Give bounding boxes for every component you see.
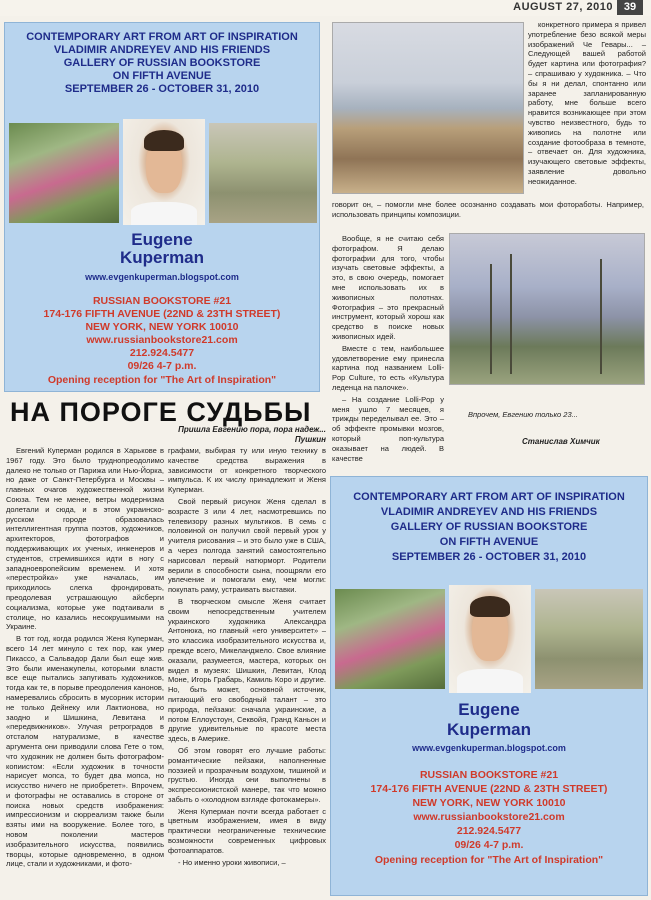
tree-trunk — [600, 259, 602, 374]
paragraph: Евгений Куперман родился в Харькове в 1967 году. Это было труднопреодолимо далеко не только от Парижа или Нью-Йорка, но даже от Санкт-Петербурга и Москвы – главных очагов художественной жизни Союза. Тем не менее, ветры модернизма долетали и сюда, и в этом украинско-русском городе образовалась интеллигентная группа поэтов, художников, архитекторов, фотографов и поддерживающих их ученых, инженеров и студентов, стремившихся идти в ногу с западноевропейским временем. И хотя «перестройка» уже началась, им приходилось слегка фрондировать, преодолевая устрашающую айсберги социализма, которые уже подтаивали в столице, но казались несокрушимыми на Украине. — [6, 446, 164, 632]
store-city: NEW YORK, NEW YORK 10010 — [412, 797, 566, 809]
issue-date: AUGUST 27, 2010 — [513, 1, 613, 13]
store-city: NEW YORK, NEW YORK 10010 — [85, 321, 239, 333]
painting-garden-thumb — [9, 123, 119, 223]
opening-reception: Opening reception for "The Art of Inspiration" — [374, 854, 604, 866]
painting-garden-thumb — [335, 589, 445, 689]
tree-trunk — [490, 264, 492, 374]
ad-line-5: SEPTEMBER 26 - OCTOBER 31, 2010 — [391, 551, 587, 563]
artist-last-name: Kuperman — [119, 248, 205, 267]
article-right-mid-lead — [332, 200, 644, 222]
article-author: Станислав Химчик — [522, 437, 600, 446]
artist-portrait — [123, 119, 205, 225]
portrait-shirt — [131, 202, 197, 225]
paragraph: говорит он, – помогли мне более осознанно создавать мои фотоработы. Например, использовать принципы композиции. — [332, 200, 644, 219]
header-strip — [0, 0, 651, 16]
store-address: 174-176 FIFTH AVENUE (22ND & 23TH STREET) — [370, 783, 608, 795]
store-address: 174-176 FIFTH AVENUE (22ND & 23TH STREET) — [43, 308, 281, 320]
painting-beach-scene — [332, 22, 524, 194]
page-number: 39 — [617, 0, 643, 15]
reception-time: 09/26 4-7 p.m. — [127, 360, 197, 372]
ad-line-2: VLADIMIR ANDREYEV AND HIS FRIENDS — [380, 506, 598, 518]
paragraph: В тот год, когда родился Женя Куперман, всего 14 лет минуло с тех пор, как умер Пикассо, а Сальвадор Дали был еще жив. Это были именажупелы, которыми власти все еще пытались запугивать художников, тогда как те, в порыве преодоления канонов, намеревались сбросить в мусорник истории не только Дейнеку или Лактионова, но заодно и Шишкина, Левитана и «передвижников». Улучая ретроградов в отсталом натурализме, в качестве аргумента они приводили слова Гете о том, что художник не должен быть фотографом-копиистом: «Если художник в точности нарисует мопса, то будет два мопса, но искусство ничего не приобретет». Впрочем, и фотографы не оставались в стороне от поиска новых средств изображения: импрессионизм и сюрреализм также были взяты ими на вооружение. Более того, в новом поколении мастеров изобразительного искусства, появились творцы, которые одновременно, в одном лице, стали и художниками, и фото- — [6, 634, 164, 869]
paragraph: Вообще, я не считаю себя фотографом. Я делаю фотографии для того, чтобы изучать световые эффекты, а это, в свою очередь, помогает мне использовать их в живописных полотнах. Фотография – это прекрасный инструмент, который хорош как средство в поиске новых живописных идей. — [332, 234, 444, 341]
artist-portrait — [449, 585, 531, 693]
ad-line-5: SEPTEMBER 26 - OCTOBER 31, 2010 — [64, 83, 260, 95]
painting-woods-thumb — [209, 123, 317, 223]
ad-line-4: ON FIFTH AVENUE — [439, 536, 539, 548]
artist-last-name: Kuperman — [446, 720, 532, 739]
article-title: НА ПОРОГЕ СУДЬБЫ — [10, 397, 312, 427]
ad-line-1: CONTEMPORARY ART FROM ART OF INSPIRATION — [353, 491, 625, 503]
paragraph: Свой первый рисунок Женя сделал в возрасте 3 или 4 лет, насмотревшись по телевизору разных мультиков. В семь с половиной он получил свой первый урок у учителя рисования – и это было уже в США, а через полгода занятий самостоятельно нарисовал первый натюрморт. Родители верили в способности сына, поощряли его увлечение и помогали ему, чем могли: покупать раму, устраивать выставки. — [168, 496, 326, 595]
paragraph: В творческом смысле Женя считает своим непосредственным учителем украинского художника Александра Антонюка, но главный «его университет» – это классика изобразительного искусства и, прежде всего, Микеланджело. Свое влияние оказали, разумеется, мастера, которых он видел в музеях: Шишкин, Левитан, Клод Моне, Игорь Грабарь, Камиль Коро и другие. Но, быть может, основной источник, питающий его свободный талант – это природа, пейзажи: сначала украинские, а потом Еллоустоун, Секвойя, Гранд Каньон и другие удивительные по красоте места здесь, в Америке. — [168, 596, 326, 744]
paragraph: – На создание Lolli-Pop у меня ушло 7 месяцев, я трижды переделывал ее. Это – об эффекте промывки мозгов, который поп-культура оказывает на людей. В качестве — [332, 394, 444, 463]
paragraph: - Но именно уроки живописи, – — [178, 857, 286, 867]
store-name: RUSSIAN BOOKSTORE #21 — [419, 769, 559, 781]
article-right-mid — [332, 234, 444, 465]
paragraph: Об этом говорят его лучшие работы: романтические пейзажи, наполненные поэзией и прозрачным воздухом, тишиной и грустью. Иногда они выполнены в экспрессионистской манере, так что можно забыть о «холодном взгляде фотокамеры». — [168, 745, 326, 804]
opening-reception: Opening reception for "The Art of Inspiration" — [47, 374, 277, 386]
tree-trunk — [510, 254, 512, 374]
article-right-top — [528, 20, 646, 189]
epigraph — [130, 425, 326, 445]
store-phone: 212.924.5477 — [129, 347, 195, 359]
portrait-hair — [470, 596, 509, 618]
store-name: RUSSIAN BOOKSTORE #21 — [92, 295, 232, 307]
paragraph: Вместе с тем, наибольшее удовлетворение ему принесла картина под названием Lolli-Pop Culture, то есть «Культура леденца на палочке». — [332, 343, 444, 392]
portrait-shirt — [457, 669, 523, 693]
ad-line-1: CONTEMPORARY ART FROM ART OF INSPIRATION — [26, 31, 298, 43]
ad-line-3: GALLERY OF RUSSIAN BOOKSTORE — [63, 57, 261, 69]
ad-line-2: VLADIMIR ANDREYEV AND HIS FRIENDS — [53, 44, 271, 56]
painting-woods-thumb — [535, 589, 643, 689]
ad-line-3: GALLERY OF RUSSIAN BOOKSTORE — [390, 521, 588, 533]
blog-link[interactable]: www.evgenkuperman.blogspot.com — [85, 272, 239, 282]
reception-time: 09/26 4-7 p.m. — [454, 839, 524, 851]
painting-caption: Впрочем, Евгению только 23... — [468, 410, 578, 419]
paragraph: Женя Куперман почти всегда работает с цветным изображением, имея в виду практически неограниченные технические возможности современных цифровых фотоаппаратов. — [168, 806, 326, 855]
article-column-left — [6, 446, 164, 894]
gallery-ad-top — [4, 22, 320, 392]
artist-first-name: Eugene — [458, 700, 520, 719]
portrait-hair — [144, 130, 183, 151]
artist-first-name: Eugene — [131, 230, 193, 249]
store-website[interactable]: www.russianbookstore21.com — [86, 334, 238, 346]
ad-line-4: ON FIFTH AVENUE — [112, 70, 212, 82]
painting-misty-woods — [449, 233, 645, 385]
blog-link[interactable]: www.evgenkuperman.blogspot.com — [412, 743, 566, 753]
paragraph: конкретного примера я привел употребление безо всякой меры изображений Че Гевары... – Следующей вашей работой будет картина или фотография? – спрашиваю у художника. – Что бы я ни делал, спонтанно или заранее запланированную работу, мне больше всего нравится возникающее при этом чувство неизвестного, будь то живопись на полотне или создание фотообраза в темноте, – отвечает он. Для художника, изучающего световые эффекты, заявление довольно неожиданное. — [528, 20, 646, 186]
paragraph: графами, выбирая ту или иную технику в качестве средства выражения в зависимости от конкретного творческого импульса. К их числу принадлежит и Женя Куперман. — [168, 446, 326, 495]
epigraph-text: Пришла Евгению пора, пора надеж... — [178, 425, 326, 434]
gallery-ad-bottom — [330, 476, 648, 896]
store-website[interactable]: www.russianbookstore21.com — [413, 811, 565, 823]
epigraph-author: Пушкин — [294, 435, 326, 444]
store-phone: 212.924.5477 — [456, 825, 522, 837]
article-column-middle — [168, 446, 326, 894]
